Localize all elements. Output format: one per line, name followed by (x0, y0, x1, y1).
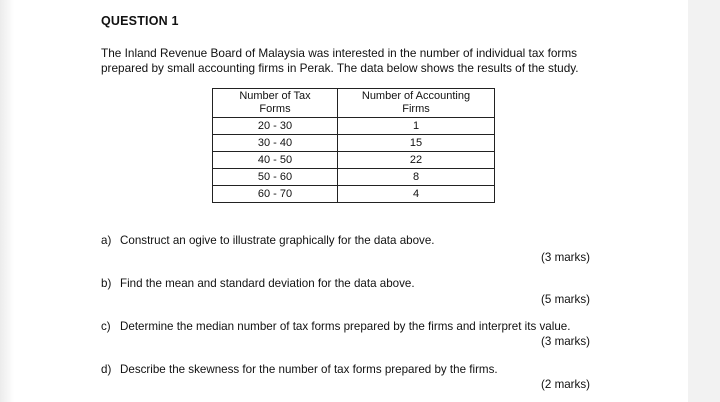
page-right-margin (688, 0, 720, 402)
tax-forms-cell: 20 - 30 (213, 118, 338, 135)
question-a (101, 234, 435, 247)
firms-cell: 15 (338, 135, 495, 152)
document-page (14, 0, 688, 402)
table-header-row (213, 89, 495, 118)
header-tax-forms (213, 89, 338, 118)
question-a-text: Construct an ogive to illustrate graphically for the data above. (120, 234, 435, 247)
page-left-shadow (0, 0, 14, 402)
table-row (213, 118, 495, 135)
question-c-marks: (3 marks) (541, 335, 590, 348)
firms-cell: 22 (338, 152, 495, 169)
header-accounting-firms-text: Number of Accounting Firms (361, 90, 471, 115)
question-b-text: Find the mean and standard deviation for the data above. (120, 277, 415, 290)
question-heading: QUESTION 1 (101, 14, 179, 28)
table-row (213, 169, 495, 186)
tax-forms-cell: 50 - 60 (213, 169, 338, 186)
question-a-marks: (3 marks) (541, 251, 590, 264)
intro-paragraph (101, 46, 621, 76)
question-c-letter: c) (101, 320, 111, 333)
question-d (101, 363, 498, 376)
tax-forms-cell: 40 - 50 (213, 152, 338, 169)
question-d-marks: (2 marks) (541, 378, 590, 391)
intro-line-1: The Inland Revenue Board of Malaysia was interested in the number of individual tax forms (101, 46, 578, 60)
question-c-text: Determine the median number of tax forms prepared by the firms and interpret its value. (120, 320, 571, 333)
table-row (213, 135, 495, 152)
question-a-letter: a) (101, 234, 112, 247)
tax-forms-cell: 30 - 40 (213, 135, 338, 152)
table-row (213, 152, 495, 169)
question-b-marks: (5 marks) (541, 293, 590, 306)
header-tax-forms-text: Number of Tax Forms (239, 90, 311, 115)
question-b-letter: b) (101, 277, 112, 290)
firms-cell: 1 (338, 118, 495, 135)
table-row (213, 186, 495, 203)
question-c (101, 320, 570, 333)
firms-cell: 4 (338, 186, 495, 203)
question-d-letter: d) (101, 363, 112, 376)
intro-line-2: prepared by small accounting firms in Perak. The data below shows the results of the study. (101, 61, 579, 75)
header-accounting-firms (338, 89, 495, 118)
tax-forms-cell: 60 - 70 (213, 186, 338, 203)
question-b (101, 277, 415, 290)
data-table (212, 88, 495, 203)
question-d-text: Describe the skewness for the number of tax forms prepared by the firms. (120, 363, 498, 376)
firms-cell: 8 (338, 169, 495, 186)
